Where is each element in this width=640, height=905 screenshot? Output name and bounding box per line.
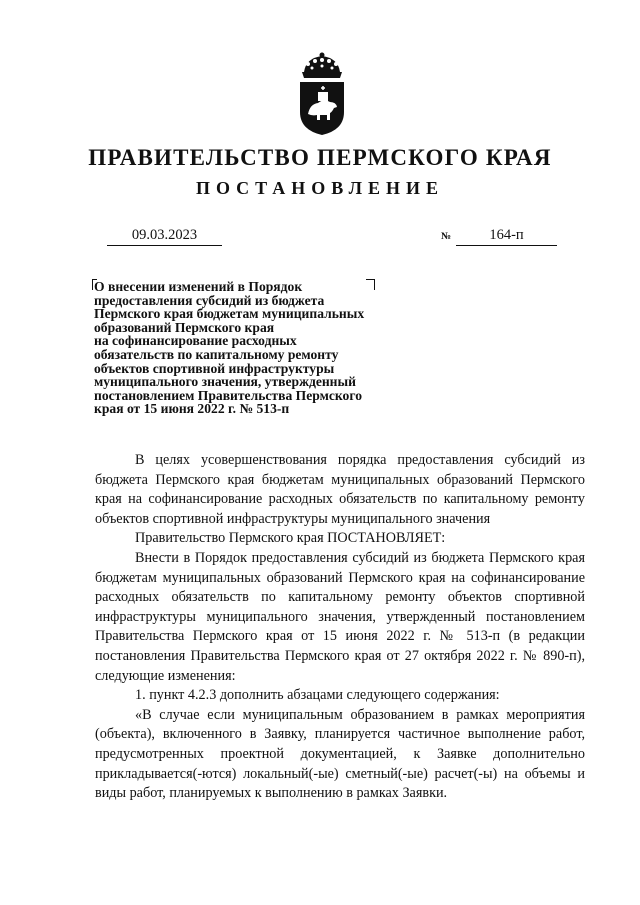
- subject-line: Пермского края бюджетам муниципальных: [94, 306, 365, 322]
- document-subject: [94, 280, 414, 416]
- subject-line: образований Пермского края: [94, 319, 275, 335]
- subject-line: О внесении изменений в Порядок: [94, 279, 303, 294]
- number-sign: №: [441, 231, 452, 242]
- subject-line: на софинансирование расходных: [94, 333, 297, 349]
- subject-line: муниципального значения, утвержденный: [94, 374, 356, 390]
- body-paragraph: Правительство Пермского края ПОСТАНОВЛЯЕТ:: [135, 530, 446, 547]
- body-paragraph: В целях усовершенствования порядка предоставления субсидий из бюджета Пермского края бюджетам муниципальных образований Пермского края на софинансирование расходных обязательств по капитальному ремонту объектов спортивной инфраструктуры муниципального значения: [95, 452, 585, 527]
- body-paragraph: 1. пункт 4.2.3 дополнить абзацами следующего содержания:: [135, 687, 500, 704]
- document-type: ПОСТАНОВЛЕНИЕ: [195, 178, 445, 198]
- subject-line: края от 15 июня 2022 г. № 513-п: [94, 401, 290, 417]
- subject-line: объектов спортивной инфраструктуры: [94, 360, 335, 376]
- body-paragraph: Внести в Порядок предоставления субсидий из бюджета Пермского края бюджетам муниципальных образований Пермского края на софинансирование расходных обязательств по капитальному ремонту объектов спортивной инфраструктуры муниципального значения, утвержденный постановлением Правительства Пермского края от 15 июня 2022 г. № 513-п (в редакции постановления Правительства Пермского края от 27 октября 2022 г. № 890-п), следующие изменения:: [95, 549, 585, 684]
- document-number: 164-п: [456, 226, 557, 246]
- perm-krai-coat-of-arms-icon: [296, 52, 348, 136]
- government-title: ПРАВИТЕЛЬСТВО ПЕРМСКОГО КРАЯ: [88, 145, 552, 170]
- subject-line: обязательств по капитальному ремонту: [94, 346, 339, 362]
- document-date: 09.03.2023: [107, 226, 222, 246]
- subject-line: постановлением Правительства Пермского: [94, 387, 362, 403]
- subject-line: предоставления субсидий из бюджета: [94, 292, 325, 308]
- body-paragraph: «В случае если муниципальным образованием в рамках мероприятия (объекта), включенного в Заявку, планируется частичное выполнение работ, предусмотренных проектной документацией, к Заявке дополнительно прикладывается(-ются) локальный(-ые) сметный(-ые) расчет(-ы) на объемы и виды работ, планируемых к выполнению в рамках Заявки.: [95, 706, 585, 802]
- document-body: [95, 451, 585, 804]
